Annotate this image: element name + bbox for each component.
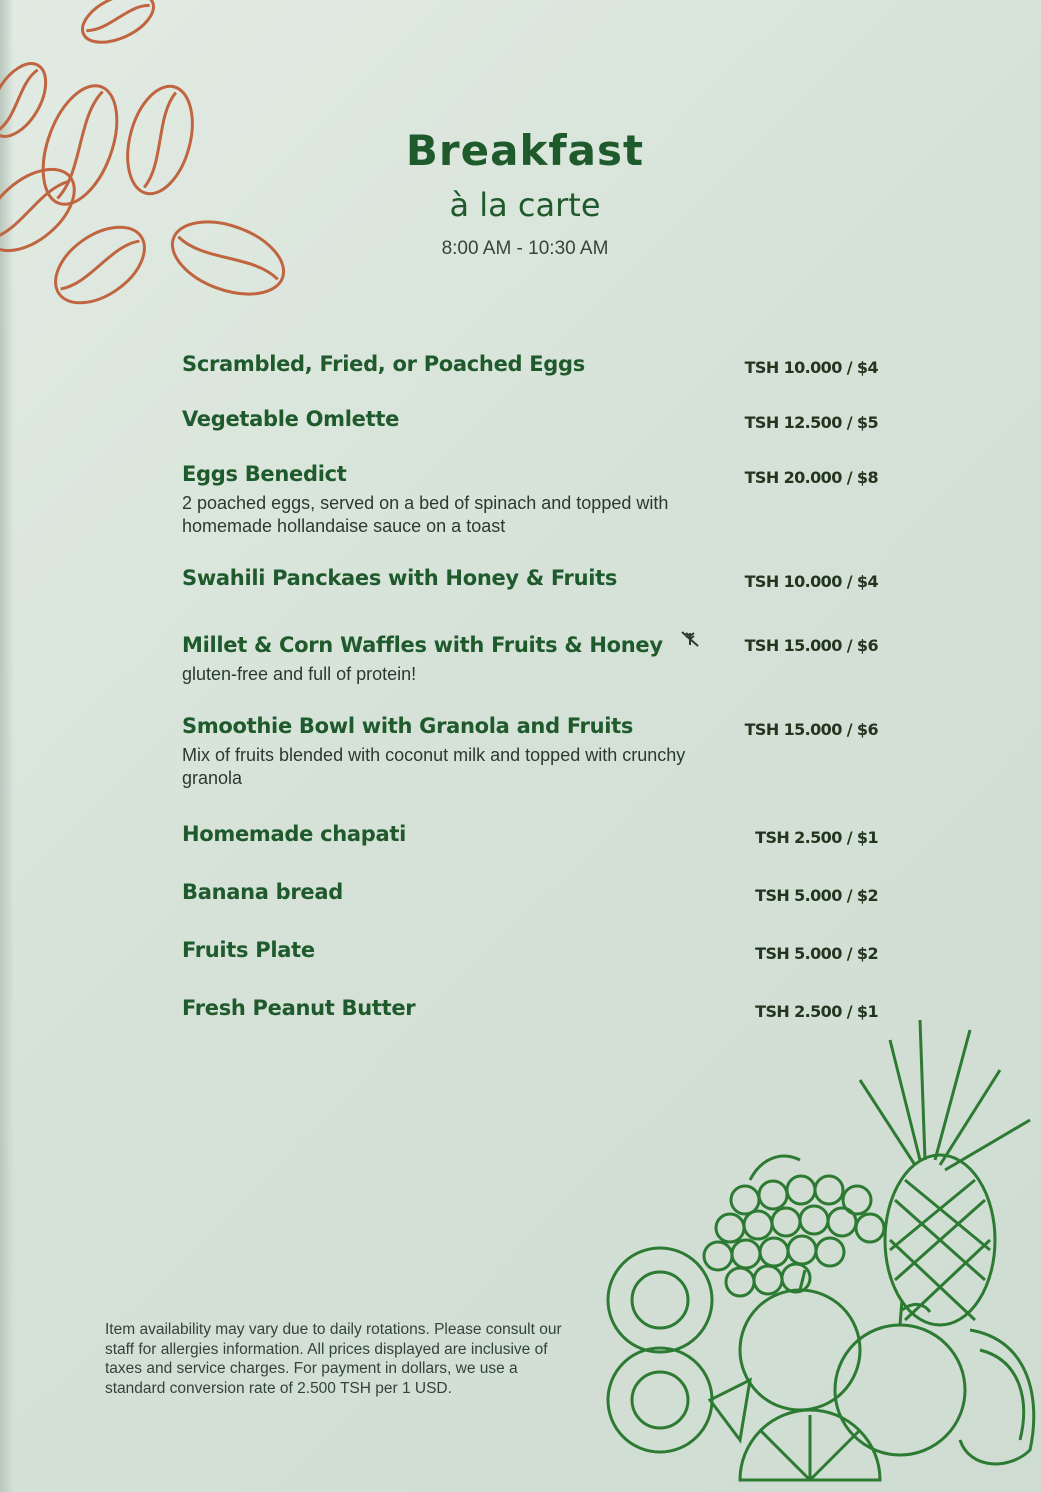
item-price: TSH 15.000 / $6 [744, 636, 878, 655]
item-price: TSH 10.000 / $4 [744, 358, 878, 377]
item-price: TSH 15.000 / $6 [744, 720, 878, 739]
menu-item [182, 407, 882, 431]
menu-item [182, 352, 882, 376]
menu-subtitle: à la carte [449, 186, 601, 224]
serving-hours: 8:00 AM - 10:30 AM [441, 238, 609, 259]
item-name: Smoothie Bowl with Granola and Fruits [182, 714, 634, 738]
item-price: TSH 12.500 / $5 [744, 413, 878, 432]
item-price: TSH 20.000 / $8 [744, 468, 878, 487]
menu-item [182, 938, 882, 962]
item-price: TSH 2.500 / $1 [755, 828, 878, 847]
item-name: Vegetable Omlette [182, 407, 400, 431]
item-name: Swahili Panckaes with Honey & Fruits [182, 566, 618, 590]
gluten-free-icon [680, 630, 700, 648]
menu-item [182, 822, 882, 846]
menu-title: Breakfast [405, 126, 645, 175]
item-name: Banana bread [182, 880, 343, 904]
menu-item [182, 880, 882, 904]
fruit-basket-illustration [590, 1000, 1041, 1492]
item-price: TSH 2.500 / $1 [755, 1002, 878, 1021]
pricing-footnote: Item availability may vary due to daily rotations. Please consult our staff for allergies information. All prices displayed are inclusive of taxes and service charges. For payment in dollars, we use a standard conversion rate of 2.500 TSH per 1 USD. [105, 1321, 562, 1397]
item-description: Mix of fruits blended with coconut milk and topped with crunchy granola [182, 745, 686, 788]
item-price: TSH 5.000 / $2 [755, 944, 878, 963]
menu-item [182, 462, 882, 538]
item-name: Fruits Plate [182, 938, 315, 962]
menu-item [182, 566, 882, 590]
item-price: TSH 5.000 / $2 [755, 886, 878, 905]
item-name: Scrambled, Fried, or Poached Eggs [182, 352, 585, 376]
coffee-beans-illustration [0, 0, 300, 330]
item-description: 2 poached eggs, served on a bed of spinach and topped with homemade hollandaise sauce on a toast [182, 493, 669, 536]
item-description: gluten-free and full of protein! [182, 664, 417, 684]
menu-item [182, 630, 882, 686]
menu-item [182, 996, 882, 1020]
item-price: TSH 10.000 / $4 [744, 572, 878, 591]
menu-item [182, 714, 882, 790]
item-name: Millet & Corn Waffles with Fruits & Honey [182, 633, 663, 657]
item-name: Eggs Benedict [182, 462, 347, 486]
item-name: Homemade chapati [182, 822, 406, 846]
item-name: Fresh Peanut Butter [182, 996, 416, 1020]
